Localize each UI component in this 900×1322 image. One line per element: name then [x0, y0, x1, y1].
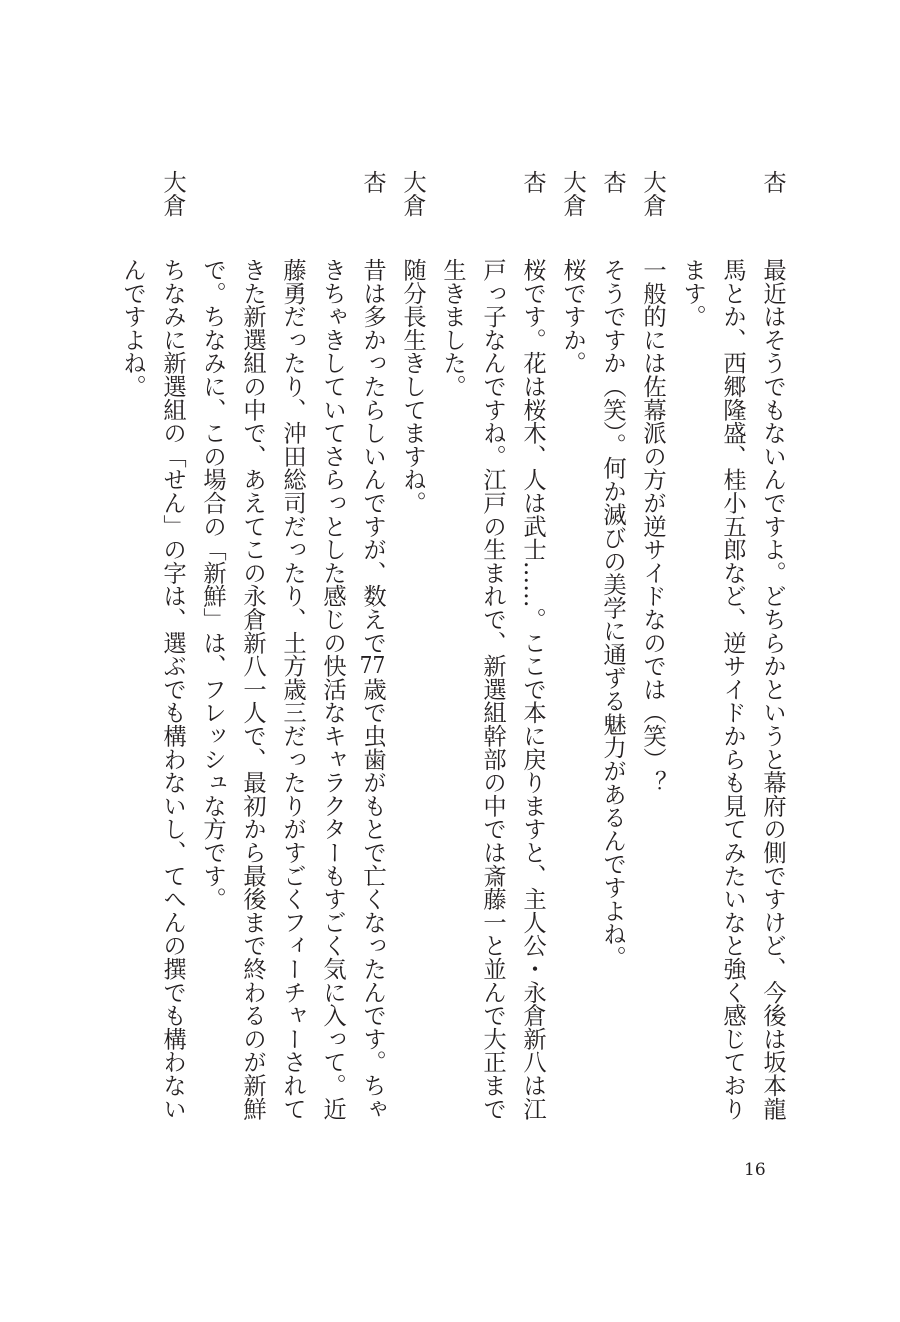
speaker-name: 杏 — [599, 170, 626, 194]
dialogue-line: 随分長生きしてますね。 — [399, 258, 426, 515]
dialogue-line: きちゃきしていてさらっとした感じの快活なキャラクターもすごく気に入って。近 — [319, 258, 346, 1121]
dialogue-line: ちなみに新選組の「せん」の字は、選ぶでも構わないし、てへんの撰でも構わない — [159, 258, 186, 1121]
dialogue-line: 藤勇だったり、沖田総司だったり、土方歳三だったりがすごくフィーチャーされて — [279, 258, 306, 1121]
dialogue-turn — [552, 170, 592, 1135]
dialogue-turn — [392, 170, 432, 1135]
speaker-name: 大倉 — [639, 170, 666, 217]
speaker-name: 大倉 — [559, 170, 586, 217]
speaker-name: 杏 — [359, 170, 386, 194]
dialogue-line: 生きました。 — [439, 258, 466, 398]
speaker-name: 杏 — [759, 170, 786, 194]
dialogue-turn — [112, 170, 192, 1135]
dialogue-turn — [632, 170, 672, 1135]
speaker-name: 大倉 — [399, 170, 426, 217]
dialogue-line: 戸っ子なんですね。江戸の生まれで、新選組幹部の中では斎藤一と並んで大正まで — [479, 258, 506, 1121]
dialogue-line: 馬とか、西郷隆盛、桂小五郎など、逆サイドからも見てみたいなと強く感じており — [719, 258, 746, 1121]
page-number: 16 — [744, 1160, 766, 1180]
upright-digits: 77 — [359, 654, 386, 678]
dialogue-line: そうですか（笑）。何か滅びの美学に通ずる魅力があるんですよね。 — [599, 258, 626, 969]
dialogue-turn — [672, 170, 792, 1135]
dialogue-turn — [592, 170, 632, 1135]
dialogue-line: ます。 — [679, 258, 706, 328]
dialogue-line: んですよね。 — [119, 258, 146, 398]
speaker-name: 大倉 — [159, 170, 186, 217]
dialogue-body — [102, 170, 792, 1135]
dialogue-line: 昔は多かったらしいんですが、数えで77歳で虫歯がもとで亡くなったんです。ちゃ — [359, 258, 386, 1121]
dialogue-line: 一般的には佐幕派の方が逆サイドなのでは（笑）？ — [639, 258, 666, 794]
dialogue-turn — [432, 170, 552, 1135]
dialogue-line: 最近はそうでもないんですよ。どちらかというと幕府の側ですけど、今後は坂本龍 — [759, 258, 786, 1121]
dialogue-turn — [192, 170, 392, 1135]
dialogue-line: 桜ですか。 — [559, 258, 586, 375]
dialogue-line: きた新選組の中で、あえてこの永倉新八一人で、最初から最後まで終わるのが新鮮 — [239, 258, 266, 1121]
dialogue-line: で。ちなみに、この場合の「新鮮」は、フレッシュな方です。 — [199, 258, 226, 911]
dialogue-line: 桜です。花は桜木、人は武士……。ここで本に戻りますと、主人公・永倉新八は江 — [519, 258, 546, 1121]
speaker-name: 杏 — [519, 170, 546, 194]
